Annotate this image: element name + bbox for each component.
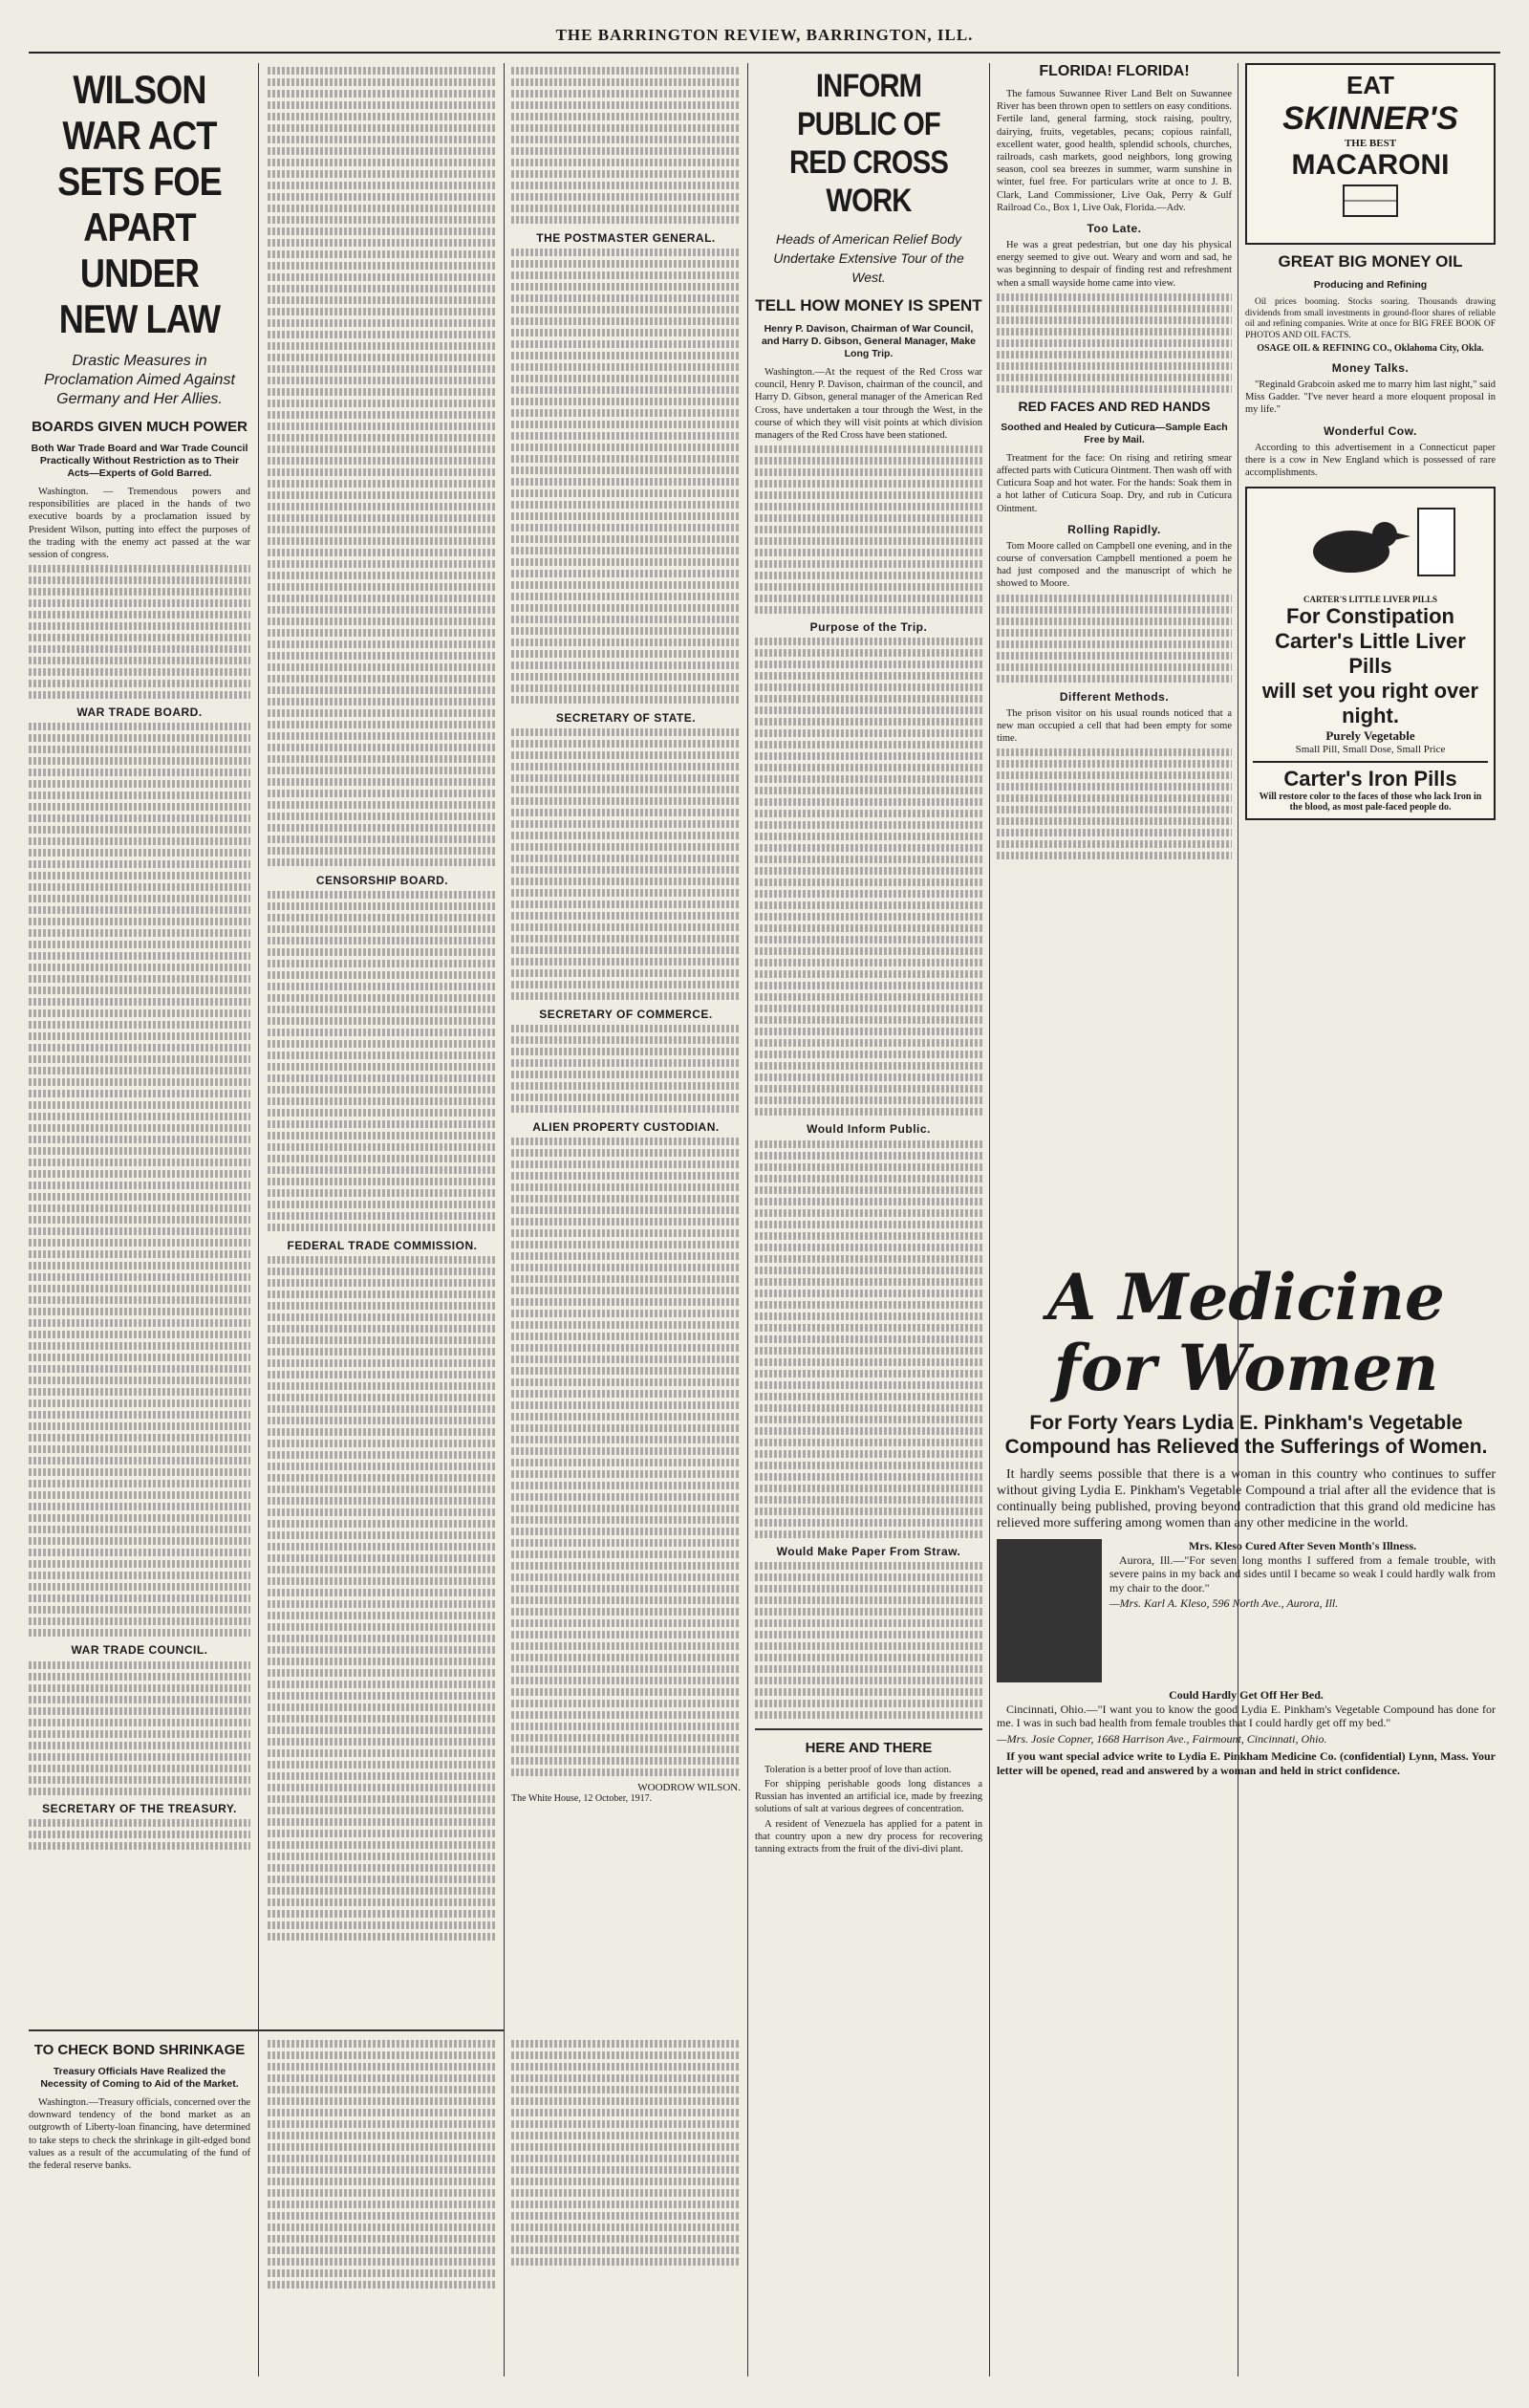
column-rule: [989, 63, 990, 2376]
war-act-continued-2: [511, 63, 741, 2023]
bond-article: [29, 2036, 250, 2352]
macaroni-box-icon: [1342, 182, 1399, 220]
text-lines: [511, 728, 741, 1000]
case1-text: Aurora, Ill.—"For seven long months I suffered from a female trouble, with severe pains in my back and sides until I became so weak I could hardly walk from my chair to the door.": [1109, 1552, 1496, 1594]
carters-ad[interactable]: [1245, 487, 1496, 820]
red-cross-article: [755, 63, 982, 2386]
text-lines: [29, 1819, 250, 1850]
section-heading: THE POSTMASTER GENERAL.: [536, 231, 716, 245]
cuticura-text: Treatment for the face: On rising and retiring smear affected parts with Cuticura Ointment. Then wash off with Cuticura Soap and hot water. For the hands: Soak them in a hot lather of Cuticura Soap. Dry, and rub in Cuticura Ointment.: [997, 452, 1232, 514]
text-lines: [29, 723, 250, 1637]
text-lines: [997, 595, 1232, 683]
pinkham-closing: If you want special advice write to Lydia E. Pinkham Medicine Co. (confidential) Lynn, Mass. Your letter will be opened, read and answered by a woman and held in strict confidence.: [997, 1749, 1496, 1777]
text-lines: [268, 67, 497, 866]
misc-column: [997, 63, 1232, 1296]
case1-head: Mrs. Kleso Cured After Seven Month's Illness.: [1188, 1539, 1417, 1552]
too-late-text: He was a great pedestrian, but one day his physical energy seemed to give out. Weary and worn and sad, he was beginning to despair of finding rest and refreshment when a small wayside home came into view.: [997, 240, 1232, 289]
methods-text: The prison visitor on his usual rounds noticed that a new man occupied a cell that had been empty for some time.: [997, 707, 1232, 745]
money-talks-headline: Money Talks.: [1331, 361, 1410, 375]
war-act-article: [29, 63, 250, 2023]
cuticura-deck: Soothed and Healed by Cuticura—Sample Each Free by Mail.: [1001, 421, 1228, 445]
ads-column: [1245, 63, 1496, 1296]
section-heading: WAR TRADE BOARD.: [76, 705, 203, 720]
case2-text: Cincinnati, Ohio.—"I want you to know the good Lydia E. Pinkham's Vegetable Compound has done for me. I was in such bad health from female troubles that I could hardly get off my bed.": [997, 1702, 1496, 1729]
war-act-headline: WILSON WAR ACT SETS FOE APART UNDER NEW LAW: [57, 67, 222, 341]
bond-deck: Treasury Officials Have Realized the Necessity of Coming to Aid of the Market.: [40, 2066, 239, 2090]
text-lines: [29, 565, 250, 699]
red-cross-subhead: TELL HOW MONEY IS SPENT: [755, 296, 982, 315]
pinkham-title-1: A Medicine: [1047, 1262, 1445, 1334]
red-cross-lead: Washington.—At the request of the Red Cross war council, Henry P. Davison, chairman of the council, and Harry D. Gibson, general manager of the American Red Cross, have undertaken a tour through the West, in the course of which they will visit points at which division managers of the Red Cross have been stationed.: [755, 367, 982, 442]
case2-signature: —Mrs. Josie Copner, 1668 Harrison Ave., Fairmount, Cincinnati, Ohio.: [997, 1731, 1327, 1746]
carters-iron: Carter's Iron Pills: [1253, 761, 1488, 792]
text-lines: [997, 293, 1232, 393]
text-lines: [268, 1256, 497, 1941]
masthead: [29, 19, 1500, 54]
carters-label: CARTER'S LITTLE LIVER PILLS: [1303, 595, 1437, 605]
text-lines: [511, 2040, 741, 2266]
carters-line2: Carter's Little Liver Pills: [1275, 629, 1466, 679]
section-heading: SECRETARY OF COMMERCE.: [539, 1008, 713, 1021]
text-lines: [29, 1661, 250, 1795]
war-act-continued: [268, 63, 497, 2023]
pinkham-ad[interactable]: [997, 1262, 1496, 2371]
case2-head: Could Hardly Get Off Her Bed.: [1169, 1688, 1324, 1702]
masthead-title: THE BARRINGTON REVIEW, BARRINGTON, ILL.: [555, 26, 974, 44]
skinner-eat: EAT: [1346, 71, 1395, 99]
carters-line1: For Constipation: [1286, 604, 1454, 629]
pinkham-title-2: for Women: [1053, 1331, 1439, 1405]
methods-headline: Different Methods.: [1059, 689, 1170, 704]
cow-text: According to this advertisement in a Connecticut paper there is a cow in New England which is possessed of rare accomplishments.: [1245, 442, 1496, 479]
section-heading: Would Inform Public.: [807, 1122, 931, 1137]
text-lines: [755, 638, 982, 1116]
case1-signature: —Mrs. Karl A. Kleso, 596 North Ave., Aurora, Ill.: [1109, 1596, 1339, 1610]
section-heading: SECRETARY OF THE TREASURY.: [42, 1801, 237, 1815]
carters-line3: will set you right over night.: [1261, 679, 1479, 728]
crow-icon: [1275, 494, 1466, 590]
rolling-headline: Rolling Rapidly.: [1067, 522, 1161, 536]
oil-text: Oil prices booming. Stocks soaring. Thousands drawing dividends from small investments in ground-floor shares of reliable oil and refining companies. Write at once for BIG FREE BOOK OF PHOTOS AND OIL FACTS.: [1245, 297, 1496, 340]
section-heading: Would Make Paper From Straw.: [776, 1544, 961, 1558]
oil-deck: Producing and Refining: [1313, 279, 1428, 291]
oil-headline: GREAT BIG MONEY OIL: [1278, 252, 1463, 271]
carters-iron-text: Will restore color to the faces of those who lack Iron in the blood, as most pale-faced people do.: [1259, 792, 1482, 814]
column-rule: [747, 63, 748, 2376]
red-cross-summary: Henry P. Davison, Chairman of War Council, and Harry D. Gibson, General Manager, Make Long Trip.: [761, 323, 977, 359]
text-lines: [511, 67, 741, 224]
text-lines: [268, 2040, 497, 2289]
text-lines: [755, 1140, 982, 1538]
skinner-brand: SKINNER'S: [1282, 100, 1458, 137]
pinkham-case-1: [997, 1539, 1496, 1682]
carters-line4: Purely Vegetable: [1325, 728, 1415, 744]
text-lines: [755, 445, 982, 614]
war-act-lead: Washington. — Tremendous powers and responsibilities are placed in the hands of two executive boards by a proclamation issued by President Wilson, putting into effect the purposes of the trading with the enemy act passed at the war session of congress.: [29, 487, 250, 561]
money-talks-text: "Reginald Grabcoin asked me to marry him last night," said Miss Gadder. "I've never heard a more eloquent proposal in my life.": [1245, 380, 1496, 416]
dateline: The White House, 12 October, 1917.: [511, 1793, 653, 1804]
red-cross-headline: INFORM PUBLIC OF RED CROSS WORK: [788, 68, 949, 219]
column-rule: [504, 63, 505, 2376]
war-act-subhead: BOARDS GIVEN MUCH POWER: [32, 419, 248, 435]
here-there-item: For shipping perishable goods long distances a Russian has invented an artificial ice, made by freezing solutions of salt at various degrees of concentration.: [755, 1779, 982, 1815]
cow-headline: Wonderful Cow.: [1324, 423, 1417, 438]
bond-continued-2: [511, 2036, 741, 2352]
bond-lead: Washington.—Treasury officials, concerned over the downward tendency of the bond market as an outgrowth of Liberty-loan financing, have determined to take steps to check the shrinkage in gilt-edged bond values as a result of the accumulating of the fund of the federal reserve banks.: [29, 2097, 250, 2172]
rolling-text: Tom Moore called on Campbell one evening, and in the course of conversation Campbell mentioned a poem he had just composed and the manuscript of which he showed to Moore.: [997, 540, 1232, 590]
pinkham-intro: It hardly seems possible that there is a woman in this country who continues to suffer without giving Lydia E. Pinkham's Vegetable Compound a trial after all the evidence that is continually being published, proving beyond contradiction that this grand old medicine has relieved more suffering among women than any other medicine in the world.: [997, 1467, 1496, 1530]
here-there-headline: HERE AND THERE: [805, 1739, 933, 1756]
text-lines: [511, 1025, 741, 1113]
text-lines: [997, 748, 1232, 859]
florida-headline: FLORIDA! FLORIDA!: [1039, 63, 1190, 79]
pinkham-subtitle: For Forty Years Lydia E. Pinkham's Vegetable Compound has Relieved the Sufferings of Women.: [1004, 1412, 1488, 1458]
section-heading: CENSORSHIP BOARD.: [315, 874, 449, 887]
section-heading: ALIEN PROPERTY CUSTODIAN.: [532, 1120, 720, 1134]
here-there-box: [755, 1728, 982, 1855]
cuticura-headline: RED FACES AND RED HANDS: [1018, 398, 1211, 414]
newspaper-page: [29, 19, 1500, 2390]
portrait-photo: [997, 1539, 1102, 1682]
war-act-summary: Both War Trade Board and War Trade Council Practically Without Restriction as to Their Acts—Experts of Gold Barred.: [31, 443, 248, 479]
skinner-product: MACARONI: [1291, 149, 1450, 181]
red-cross-deck: Heads of American Relief Body Undertake Extensive Tour of the West.: [773, 231, 964, 285]
here-there-item: A resident of Venezuela has applied for a patent in that country upon a new dry process for recovering tanning extracts from the fruit of the divi-divi plant.: [755, 1818, 982, 1855]
bond-continued: [268, 2036, 497, 2352]
too-late-headline: Too Late.: [1087, 222, 1142, 236]
text-lines: [268, 891, 497, 1231]
war-act-deck: Drastic Measures in Proclamation Aimed Against Germany and Her Allies.: [44, 353, 235, 407]
text-lines: [511, 249, 741, 704]
section-heading: Purpose of the Trip.: [809, 620, 928, 635]
text-lines: [755, 1562, 982, 1719]
florida-text: The famous Suwannee River Land Belt on Suwannee River has been thrown open to settlers on easy conditions. Fertile land, general farming, stock raising, poultry, dairying, fruits, vegetables, pecans; copious rainfall, excellent water, good health, splendid schools, churches, railroads, cash markets, good neighbors, long growing season, cool sea breezes in summer, warm sunshine in winter, fuel free. For particulars write at once to J. B. Clark, Land Commissioner, Live Oak, Perry & Gulf Railroad Co., Box 1, Live Oak, Florida.—Adv.: [997, 89, 1232, 213]
skinner-tagline: THE BEST: [1344, 138, 1397, 149]
oil-company: OSAGE OIL & REFINING CO., Oklahoma City, Okla.: [1257, 343, 1484, 354]
skinner-ad[interactable]: [1245, 63, 1496, 245]
section-divider: [29, 2029, 504, 2031]
signature: WOODROW WILSON.: [637, 1782, 741, 1793]
here-there-item: Toleration is a better proof of love than action.: [764, 1764, 952, 1775]
war-act-body: [29, 486, 250, 1850]
section-heading: WAR TRADE COUNCIL.: [71, 1643, 208, 1658]
section-heading: SECRETARY OF STATE.: [555, 711, 697, 725]
carters-line5: Small Pill, Small Dose, Small Price: [1295, 744, 1446, 756]
section-heading: FEDERAL TRADE COMMISSION.: [287, 1239, 478, 1252]
text-lines: [511, 1138, 741, 1776]
bond-headline: TO CHECK BOND SHRINKAGE: [33, 2042, 246, 2058]
